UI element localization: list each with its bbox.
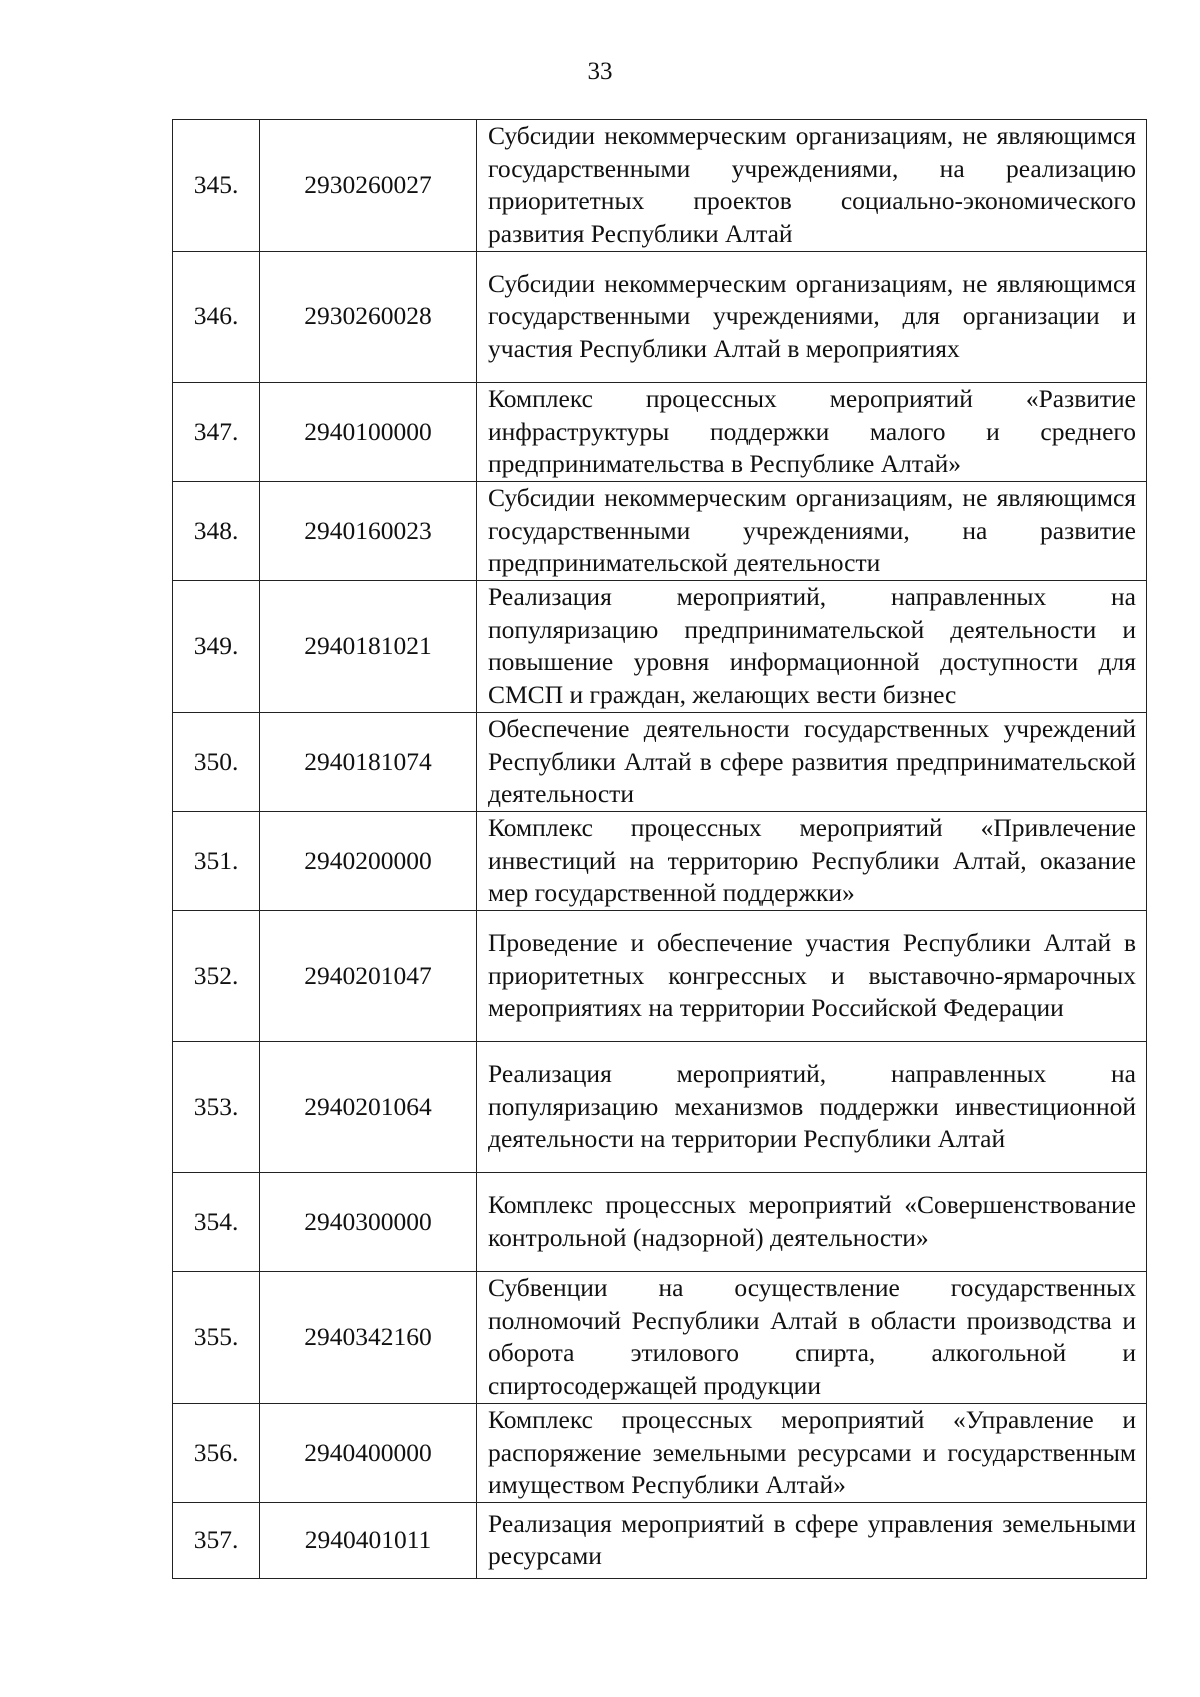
target-article-code: 2940201047 bbox=[260, 911, 477, 1042]
table-row bbox=[173, 1403, 1147, 1502]
table-row bbox=[173, 712, 1147, 811]
target-article-code: 2930260027 bbox=[260, 120, 477, 252]
table-row bbox=[173, 120, 1147, 252]
target-article-code: 2940300000 bbox=[260, 1173, 477, 1272]
target-article-code: 2940200000 bbox=[260, 811, 477, 910]
row-number: 349. bbox=[173, 581, 260, 713]
table-row bbox=[173, 251, 1147, 382]
row-number: 345. bbox=[173, 120, 260, 252]
target-article-name: Комплекс процессных мероприятий «Привлечение инвестиций на территорию Республики Алтай, оказание мер государственной поддержки» bbox=[477, 811, 1147, 910]
row-number: 348. bbox=[173, 481, 260, 580]
row-number: 354. bbox=[173, 1173, 260, 1272]
target-article-code: 2940100000 bbox=[260, 382, 477, 481]
row-number: 355. bbox=[173, 1272, 260, 1404]
target-article-name: Субсидии некоммерческим организациям, не являющимся государственными учреждениями, на развитие предпринимательской деятельности bbox=[477, 481, 1147, 580]
target-article-code: 2940400000 bbox=[260, 1403, 477, 1502]
target-article-name: Реализация мероприятий, направленных на популяризацию предпринимательской деятельности и повышение уровня информационной доступности для СМСП и граждан, желающих вести бизнес bbox=[477, 581, 1147, 713]
target-article-name: Субсидии некоммерческим организациям, не являющимся государственными учреждениями, для организации и участия Республики Алтай в мероприятиях bbox=[477, 251, 1147, 382]
target-article-name: Реализация мероприятий, направленных на популяризацию механизмов поддержки инвестиционной деятельности на территории Республики Алтай bbox=[477, 1042, 1147, 1173]
table-row bbox=[173, 481, 1147, 580]
table-row bbox=[173, 1502, 1147, 1578]
target-article-name: Обеспечение деятельности государственных учреждений Республики Алтай в сфере развития предпринимательской деятельности bbox=[477, 712, 1147, 811]
table-row bbox=[173, 1042, 1147, 1173]
target-article-code: 2940160023 bbox=[260, 481, 477, 580]
row-number: 356. bbox=[173, 1403, 260, 1502]
target-article-code: 2940201064 bbox=[260, 1042, 477, 1173]
row-number: 357. bbox=[173, 1502, 260, 1578]
row-number: 350. bbox=[173, 712, 260, 811]
target-article-code: 2940181021 bbox=[260, 581, 477, 713]
row-number: 346. bbox=[173, 251, 260, 382]
table-row bbox=[173, 811, 1147, 910]
table-row bbox=[173, 581, 1147, 713]
target-article-name: Субвенции на осуществление государственных полномочий Республики Алтай в области производства и оборота этилового спирта, алкогольной и спиртосодержащей продукции bbox=[477, 1272, 1147, 1404]
table-row bbox=[173, 911, 1147, 1042]
target-article-name: Реализация мероприятий в сфере управления земельными ресурсами bbox=[477, 1502, 1147, 1578]
target-article-code: 2930260028 bbox=[260, 251, 477, 382]
target-article-name: Комплекс процессных мероприятий «Развитие инфраструктуры поддержки малого и среднего предпринимательства в Республике Алтай» bbox=[477, 382, 1147, 481]
target-article-name: Субсидии некоммерческим организациям, не являющимся государственными учреждениями, на реализацию приоритетных проектов социально-экономического развития Республики Алтай bbox=[477, 120, 1147, 252]
target-article-name: Комплекс процессных мероприятий «Управление и распоряжение земельными ресурсами и государственным имуществом Республики Алтай» bbox=[477, 1403, 1147, 1502]
target-article-code: 2940401011 bbox=[260, 1502, 477, 1578]
target-article-code: 2940181074 bbox=[260, 712, 477, 811]
table-row bbox=[173, 1272, 1147, 1404]
table-row bbox=[173, 382, 1147, 481]
row-number: 353. bbox=[173, 1042, 260, 1173]
page-number: 33 bbox=[587, 58, 613, 85]
table-row bbox=[173, 1173, 1147, 1272]
target-article-name: Проведение и обеспечение участия Республики Алтай в приоритетных конгрессных и выставочно-ярмарочных мероприятиях на территории Российской Федерации bbox=[477, 911, 1147, 1042]
row-number: 352. bbox=[173, 911, 260, 1042]
target-article-code: 2940342160 bbox=[260, 1272, 477, 1404]
budget-classification-table bbox=[172, 119, 1147, 1579]
row-number: 347. bbox=[173, 382, 260, 481]
target-article-name: Комплекс процессных мероприятий «Совершенствование контрольной (надзорной) деятельности» bbox=[477, 1173, 1147, 1272]
row-number: 351. bbox=[173, 811, 260, 910]
